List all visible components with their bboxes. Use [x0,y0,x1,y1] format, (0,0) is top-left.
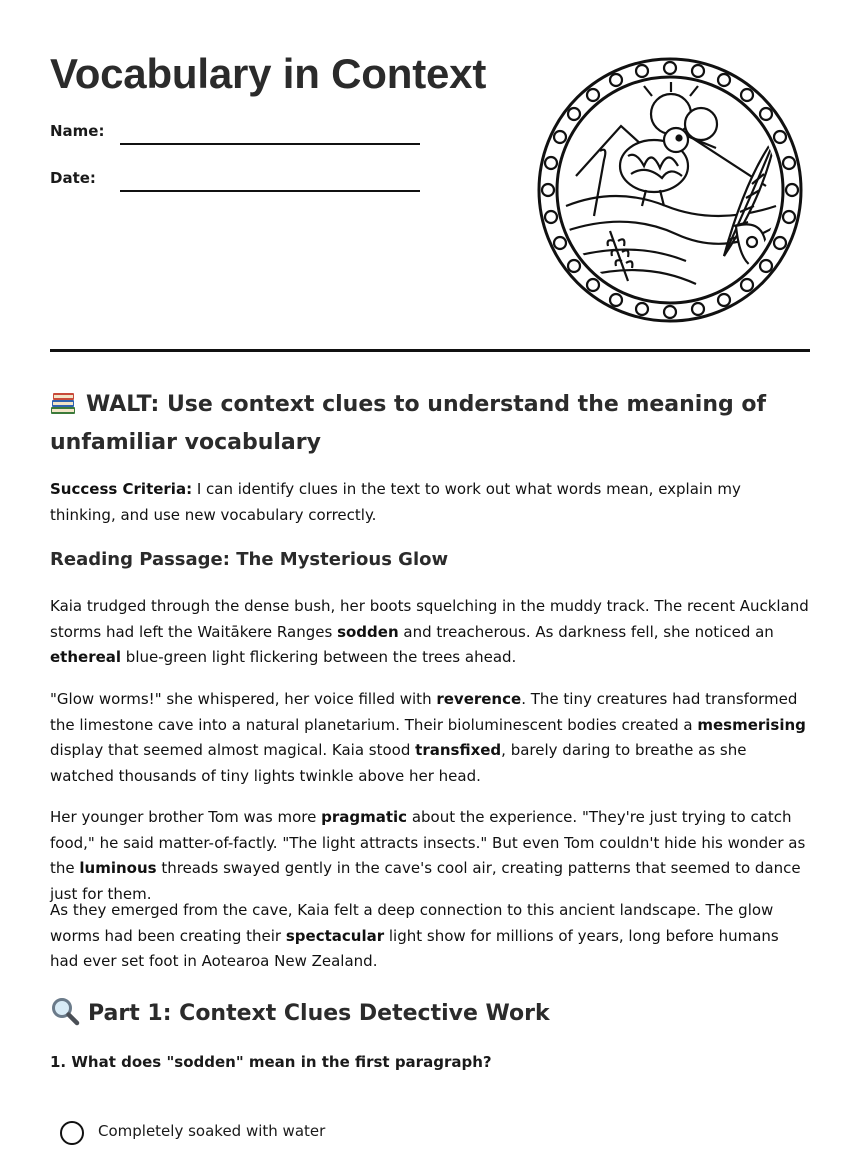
question-1: 1. What does "sodden" mean in the first paragraph? [50,1053,492,1071]
success-criteria [50,477,810,528]
passage-text: "Glow worms!" she whispered, her voice filled with [50,690,437,708]
part1-title: Part 1: Context Clues Detective Work [88,1001,550,1026]
success-criteria-label: Success Criteria: [50,480,193,498]
divider [50,349,810,352]
passage-text: As they emerged from the cave, Kaia felt a deep connection to this ancient landscape. The glow worms had been creating their [50,901,774,945]
vocab-word: luminous [79,859,157,877]
passage-text: about the experience. "They're just trying to catch food," he said matter-of-factly. "The light attracts insects." But even Tom couldn't hide his wonder as the [50,808,806,877]
passage-text: light show for millions of years, long before humans had ever set foot in Aotearoa New Zealand. [50,926,779,970]
vocab-word: reverence [436,690,522,708]
walt-heading [50,386,810,462]
passage-paragraph-3 [50,805,810,907]
passage-text: display that seemed almost magical. Kaia stood [50,741,416,759]
vocab-word: pragmatic [321,808,408,826]
passage-title: Reading Passage: The Mysterious Glow [50,549,449,570]
vocab-word: transfixed [415,741,502,759]
passage-text: and treacherous. As darkness fell, she noticed an [398,622,774,641]
passage-text: . The tiny creatures had transformed the limestone cave into a natural planetarium. Their bioluminescent bodies created a [50,690,798,734]
vocab-word: mesmerising [697,715,806,734]
passage-text: Kaia trudged through the dense bush, her boots squelching in the muddy track. The recent Auckland storms had left the Waitākere Ranges [50,597,809,641]
vocab-word: ethereal [50,648,122,666]
magnifying-glass-icon [50,996,80,1026]
name-line[interactable] [120,143,420,145]
name-label: Name: [50,122,105,140]
passage-text: , barely daring to breathe as she watched thousands of tiny lights twinkle above her head. [50,741,747,785]
passage-paragraph-1 [50,594,810,671]
passage-text: blue-green light flickering between the trees ahead. [121,648,517,666]
success-criteria-text: I can identify clues in the text to work out what words mean, explain my thinking, and use new vocabulary correctly. [50,480,741,524]
passage-paragraph-2 [50,687,810,789]
passage-text: threads swayed gently in the cave's cool air, creating patterns that seemed to dance just for them. [50,859,801,903]
page-title: Vocabulary in Context [50,50,487,97]
vocab-word: sodden [337,622,399,641]
walt-text: WALT: Use context clues to understand the meaning of unfamiliar vocabulary [50,392,767,455]
books-icon [50,391,76,415]
kiwi-emblem-image [536,56,804,324]
answer-radio[interactable] [60,1121,84,1145]
passage-paragraph-4 [50,898,810,975]
vocab-word: spectacular [285,926,385,945]
passage-text: Her younger brother Tom was more [50,808,322,826]
date-label: Date: [50,169,96,187]
part1-heading [50,996,550,1032]
answer-option-label: Completely soaked with water [98,1122,326,1140]
date-line[interactable] [120,190,420,192]
